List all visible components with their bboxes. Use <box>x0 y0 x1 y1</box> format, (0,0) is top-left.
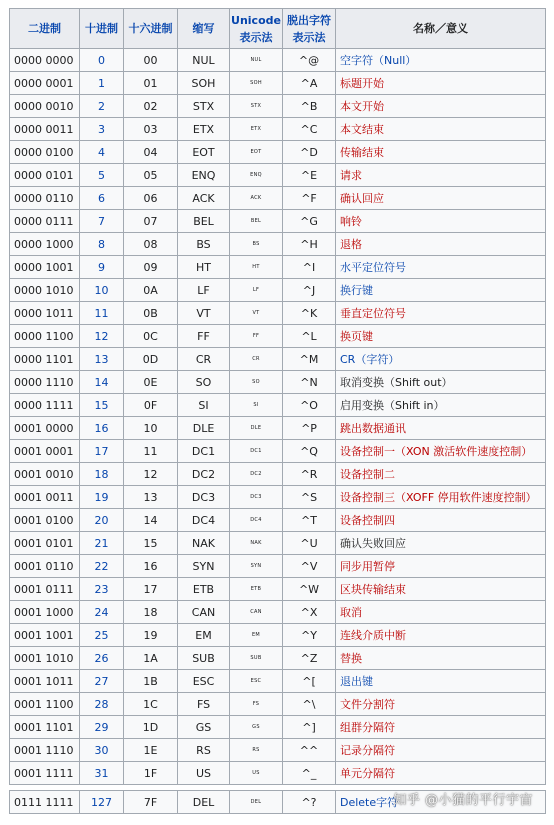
binary-cell: 0001 0001 <box>10 440 80 463</box>
unicode-symbol-cell: SO <box>230 371 283 394</box>
decimal-cell[interactable]: 19 <box>80 486 124 509</box>
col-header-binary[interactable]: 二进制 <box>10 9 80 49</box>
abbr-cell: SUB <box>178 647 230 670</box>
binary-cell: 0000 0011 <box>10 118 80 141</box>
escape-cell: ^D <box>283 141 336 164</box>
binary-cell: 0001 1011 <box>10 670 80 693</box>
meaning-cell[interactable]: 空字符（Null） <box>336 49 546 72</box>
meaning-cell[interactable]: Delete字符 <box>336 791 546 814</box>
meaning-cell[interactable]: 退出键 <box>336 670 546 693</box>
binary-cell: 0001 1001 <box>10 624 80 647</box>
table-row <box>10 141 546 164</box>
escape-cell: ^E <box>283 164 336 187</box>
hex-cell: 06 <box>124 187 178 210</box>
unicode-symbol-cell: STX <box>230 95 283 118</box>
table-row <box>10 693 546 716</box>
table-row <box>10 394 546 417</box>
decimal-cell[interactable]: 9 <box>80 256 124 279</box>
table-row <box>10 670 546 693</box>
table-row <box>10 210 546 233</box>
meaning-cell[interactable]: 连线介质中断 <box>336 624 546 647</box>
hex-cell: 02 <box>124 95 178 118</box>
table-row <box>10 371 546 394</box>
hex-cell: 14 <box>124 509 178 532</box>
unicode-symbol-cell: ENQ <box>230 164 283 187</box>
col-header-escape[interactable] <box>283 9 336 49</box>
unicode-symbol-cell: ACK <box>230 187 283 210</box>
decimal-cell[interactable]: 31 <box>80 762 124 785</box>
decimal-cell[interactable]: 6 <box>80 187 124 210</box>
table-row <box>10 348 546 371</box>
escape-cell: ^C <box>283 118 336 141</box>
meaning-cell[interactable]: 本文结束 <box>336 118 546 141</box>
table-row <box>10 417 546 440</box>
escape-cell: ^@ <box>283 49 336 72</box>
binary-cell: 0000 0110 <box>10 187 80 210</box>
escape-cell: ^Q <box>283 440 336 463</box>
unicode-symbol-cell: FF <box>230 325 283 348</box>
meaning-cell[interactable]: 单元分隔符 <box>336 762 546 785</box>
unicode-symbol-cell: VT <box>230 302 283 325</box>
binary-cell: 0001 1111 <box>10 762 80 785</box>
decimal-cell[interactable]: 17 <box>80 440 124 463</box>
abbr-cell: DC2 <box>178 463 230 486</box>
abbr-cell: LF <box>178 279 230 302</box>
unicode-symbol-cell: BEL <box>230 210 283 233</box>
binary-cell: 0001 0110 <box>10 555 80 578</box>
unicode-symbol-cell: GS <box>230 716 283 739</box>
binary-cell: 0001 1010 <box>10 647 80 670</box>
hex-cell: 17 <box>124 578 178 601</box>
table-row <box>10 256 546 279</box>
abbr-cell: GS <box>178 716 230 739</box>
table-row <box>10 440 546 463</box>
abbr-cell: EOT <box>178 141 230 164</box>
hex-cell: 09 <box>124 256 178 279</box>
escape-cell: ^_ <box>283 762 336 785</box>
binary-cell: 0000 1010 <box>10 279 80 302</box>
decimal-cell[interactable]: 15 <box>80 394 124 417</box>
abbr-cell: NUL <box>178 49 230 72</box>
escape-cell: ^[ <box>283 670 336 693</box>
decimal-cell[interactable]: 28 <box>80 693 124 716</box>
binary-cell: 0001 0011 <box>10 486 80 509</box>
decimal-cell[interactable]: 5 <box>80 164 124 187</box>
meaning-cell[interactable]: 取消 <box>336 601 546 624</box>
binary-cell: 0000 1011 <box>10 302 80 325</box>
binary-cell: 0000 0001 <box>10 72 80 95</box>
unicode-symbol-cell: LF <box>230 279 283 302</box>
table-row <box>10 279 546 302</box>
abbr-cell: RS <box>178 739 230 762</box>
hex-cell: 11 <box>124 440 178 463</box>
hex-cell: 1A <box>124 647 178 670</box>
meaning-cell[interactable]: 响铃 <box>336 210 546 233</box>
unicode-symbol-cell: DLE <box>230 417 283 440</box>
table-row <box>10 95 546 118</box>
abbr-cell: SYN <box>178 555 230 578</box>
meaning-cell: 确认失败回应 <box>336 532 546 555</box>
escape-cell: ^? <box>283 791 336 814</box>
ascii-control-table-container <box>9 8 545 814</box>
decimal-cell[interactable]: 14 <box>80 371 124 394</box>
hex-cell: 0C <box>124 325 178 348</box>
binary-cell: 0000 1101 <box>10 348 80 371</box>
hex-cell: 0F <box>124 394 178 417</box>
hex-cell: 16 <box>124 555 178 578</box>
abbr-cell: CAN <box>178 601 230 624</box>
abbr-cell: EM <box>178 624 230 647</box>
decimal-cell[interactable]: 21 <box>80 532 124 555</box>
col-header-unicode-text: Unicode 表示法 <box>231 13 281 44</box>
abbr-cell: ETB <box>178 578 230 601</box>
decimal-cell[interactable]: 16 <box>80 417 124 440</box>
escape-cell: ^H <box>283 233 336 256</box>
hex-cell: 1F <box>124 762 178 785</box>
unicode-symbol-cell: SI <box>230 394 283 417</box>
binary-cell: 0001 0100 <box>10 509 80 532</box>
decimal-cell[interactable]: 26 <box>80 647 124 670</box>
unicode-symbol-cell: DEL <box>230 791 283 814</box>
unicode-symbol-cell: NUL <box>230 49 283 72</box>
table-row <box>10 601 546 624</box>
col-header-abbr[interactable]: 缩写 <box>178 9 230 49</box>
meaning-cell[interactable]: 替换 <box>336 647 546 670</box>
decimal-cell[interactable]: 23 <box>80 578 124 601</box>
binary-cell: 0111 1111 <box>10 791 80 814</box>
unicode-symbol-cell: NAK <box>230 532 283 555</box>
decimal-cell[interactable]: 22 <box>80 555 124 578</box>
hex-cell: 05 <box>124 164 178 187</box>
escape-cell: ^Y <box>283 624 336 647</box>
hex-cell: 01 <box>124 72 178 95</box>
hex-cell: 0E <box>124 371 178 394</box>
abbr-cell: DC1 <box>178 440 230 463</box>
binary-cell: 0000 0101 <box>10 164 80 187</box>
escape-cell: ^X <box>283 601 336 624</box>
table-row <box>10 762 546 785</box>
binary-cell: 0001 0111 <box>10 578 80 601</box>
unicode-symbol-cell: DC2 <box>230 463 283 486</box>
meaning-cell[interactable]: 跳出数据通讯 <box>336 417 546 440</box>
escape-cell: ^R <box>283 463 336 486</box>
table-row <box>10 118 546 141</box>
binary-cell: 0001 0101 <box>10 532 80 555</box>
table-row <box>10 578 546 601</box>
unicode-symbol-cell: DC3 <box>230 486 283 509</box>
meaning-cell[interactable]: 退格 <box>336 233 546 256</box>
table-row <box>10 325 546 348</box>
binary-cell: 0000 0111 <box>10 210 80 233</box>
unicode-symbol-cell: SOH <box>230 72 283 95</box>
decimal-cell[interactable]: 7 <box>80 210 124 233</box>
decimal-cell[interactable]: 2 <box>80 95 124 118</box>
escape-cell: ^L <box>283 325 336 348</box>
unicode-symbol-cell: ETB <box>230 578 283 601</box>
unicode-symbol-cell: ESC <box>230 670 283 693</box>
unicode-symbol-cell: DC1 <box>230 440 283 463</box>
escape-cell: ^] <box>283 716 336 739</box>
binary-cell: 0000 1001 <box>10 256 80 279</box>
abbr-cell: FS <box>178 693 230 716</box>
hex-cell: 0B <box>124 302 178 325</box>
unicode-symbol-cell: BS <box>230 233 283 256</box>
hex-cell: 1E <box>124 739 178 762</box>
meaning-cell[interactable]: 传输结束 <box>336 141 546 164</box>
escape-cell: ^O <box>283 394 336 417</box>
table-row <box>10 49 546 72</box>
escape-cell: ^J <box>283 279 336 302</box>
hex-cell: 13 <box>124 486 178 509</box>
unicode-symbol-cell: HT <box>230 256 283 279</box>
hex-cell: 1D <box>124 716 178 739</box>
escape-cell: ^A <box>283 72 336 95</box>
meaning-cell[interactable]: 同步用暂停 <box>336 555 546 578</box>
abbr-cell: BEL <box>178 210 230 233</box>
col-header-name: 名称／意义 <box>336 9 546 49</box>
binary-cell: 0000 0010 <box>10 95 80 118</box>
meaning-cell[interactable]: 区块传输结束 <box>336 578 546 601</box>
table-row <box>10 233 546 256</box>
table-row <box>10 739 546 762</box>
col-header-escape-text: 脱出字符 表示法 <box>287 13 331 44</box>
hex-cell: 1B <box>124 670 178 693</box>
hex-cell: 19 <box>124 624 178 647</box>
table-row <box>10 716 546 739</box>
col-header-hex[interactable]: 十六进制 <box>124 9 178 49</box>
unicode-symbol-cell: CR <box>230 348 283 371</box>
decimal-cell[interactable]: 20 <box>80 509 124 532</box>
binary-cell: 0000 1100 <box>10 325 80 348</box>
decimal-cell[interactable]: 27 <box>80 670 124 693</box>
binary-cell: 0000 1110 <box>10 371 80 394</box>
binary-cell: 0000 0100 <box>10 141 80 164</box>
table-row <box>10 555 546 578</box>
decimal-cell[interactable]: 127 <box>80 791 124 814</box>
binary-cell: 0001 1101 <box>10 716 80 739</box>
decimal-cell[interactable]: 25 <box>80 624 124 647</box>
binary-cell: 0001 0000 <box>10 417 80 440</box>
abbr-cell: ENQ <box>178 164 230 187</box>
table-body <box>10 49 546 814</box>
table-row <box>10 509 546 532</box>
table-row <box>10 624 546 647</box>
abbr-cell: VT <box>178 302 230 325</box>
meaning-cell[interactable]: 设备控制二 <box>336 463 546 486</box>
decimal-cell[interactable]: 11 <box>80 302 124 325</box>
hex-cell: 12 <box>124 463 178 486</box>
abbr-cell: FF <box>178 325 230 348</box>
table-row <box>10 486 546 509</box>
abbr-cell: SOH <box>178 72 230 95</box>
hex-cell: 15 <box>124 532 178 555</box>
watermark: 知乎 @小猫的平行宇宙 <box>393 793 533 808</box>
escape-cell: ^B <box>283 95 336 118</box>
meaning-cell[interactable]: 设备控制一（XON 激活软件速度控制） <box>336 440 546 463</box>
meaning-cell[interactable]: 换行键 <box>336 279 546 302</box>
binary-cell: 0001 1000 <box>10 601 80 624</box>
abbr-cell: DC3 <box>178 486 230 509</box>
meaning-cell[interactable]: 设备控制四 <box>336 509 546 532</box>
hex-cell: 0A <box>124 279 178 302</box>
abbr-cell: STX <box>178 95 230 118</box>
table-row <box>10 463 546 486</box>
hex-cell: 1C <box>124 693 178 716</box>
escape-cell: ^T <box>283 509 336 532</box>
hex-cell: 03 <box>124 118 178 141</box>
escape-cell: ^F <box>283 187 336 210</box>
hex-cell: 10 <box>124 417 178 440</box>
decimal-cell[interactable]: 12 <box>80 325 124 348</box>
unicode-symbol-cell: US <box>230 762 283 785</box>
decimal-cell[interactable]: 1 <box>80 72 124 95</box>
meaning-cell[interactable]: 请求 <box>336 164 546 187</box>
hex-cell: 07 <box>124 210 178 233</box>
escape-cell: ^W <box>283 578 336 601</box>
table-row <box>10 302 546 325</box>
abbr-cell: ETX <box>178 118 230 141</box>
decimal-cell[interactable]: 18 <box>80 463 124 486</box>
unicode-symbol-cell: EOT <box>230 141 283 164</box>
table-row <box>10 532 546 555</box>
escape-cell: ^V <box>283 555 336 578</box>
escape-cell: ^K <box>283 302 336 325</box>
meaning-cell[interactable]: 垂直定位符号 <box>336 302 546 325</box>
binary-cell: 0000 0000 <box>10 49 80 72</box>
abbr-cell: ACK <box>178 187 230 210</box>
meaning-cell[interactable]: 水平定位符号 <box>336 256 546 279</box>
abbr-cell: DLE <box>178 417 230 440</box>
meaning-cell[interactable]: 确认回应 <box>336 187 546 210</box>
hex-cell: 0D <box>124 348 178 371</box>
hex-cell: 08 <box>124 233 178 256</box>
col-header-unicode[interactable] <box>230 9 283 49</box>
abbr-cell: DEL <box>178 791 230 814</box>
binary-cell: 0000 1000 <box>10 233 80 256</box>
meaning-cell[interactable]: 记录分隔符 <box>336 739 546 762</box>
hex-cell: 04 <box>124 141 178 164</box>
hex-cell: 7F <box>124 791 178 814</box>
meaning-cell[interactable]: CR（字符） <box>336 348 546 371</box>
table-row <box>10 72 546 95</box>
escape-cell: ^\ <box>283 693 336 716</box>
decimal-cell[interactable]: 0 <box>80 49 124 72</box>
decimal-cell[interactable]: 3 <box>80 118 124 141</box>
escape-cell: ^N <box>283 371 336 394</box>
abbr-cell: ESC <box>178 670 230 693</box>
decimal-cell[interactable]: 8 <box>80 233 124 256</box>
binary-cell: 0001 1100 <box>10 693 80 716</box>
escape-cell: ^G <box>283 210 336 233</box>
abbr-cell: SI <box>178 394 230 417</box>
binary-cell: 0001 1110 <box>10 739 80 762</box>
unicode-symbol-cell: DC4 <box>230 509 283 532</box>
hex-cell: 18 <box>124 601 178 624</box>
decimal-cell[interactable]: 10 <box>80 279 124 302</box>
hex-cell: 00 <box>124 49 178 72</box>
table-row <box>10 647 546 670</box>
decimal-cell[interactable]: 13 <box>80 348 124 371</box>
unicode-symbol-cell: CAN <box>230 601 283 624</box>
unicode-symbol-cell: RS <box>230 739 283 762</box>
meaning-cell[interactable]: 换页键 <box>336 325 546 348</box>
decimal-cell[interactable]: 29 <box>80 716 124 739</box>
decimal-cell[interactable]: 4 <box>80 141 124 164</box>
meaning-cell[interactable]: 标题开始 <box>336 72 546 95</box>
unicode-symbol-cell: SUB <box>230 647 283 670</box>
abbr-cell: BS <box>178 233 230 256</box>
abbr-cell: CR <box>178 348 230 371</box>
unicode-symbol-cell: SYN <box>230 555 283 578</box>
binary-cell: 0001 0010 <box>10 463 80 486</box>
header-row <box>10 9 546 49</box>
table-row <box>10 187 546 210</box>
ascii-control-table <box>9 8 546 814</box>
decimal-cell[interactable]: 30 <box>80 739 124 762</box>
escape-cell: ^I <box>283 256 336 279</box>
binary-cell: 0000 1111 <box>10 394 80 417</box>
col-header-decimal[interactable]: 十进制 <box>80 9 124 49</box>
meaning-cell[interactable]: 文件分割符 <box>336 693 546 716</box>
escape-cell: ^^ <box>283 739 336 762</box>
abbr-cell: HT <box>178 256 230 279</box>
escape-cell: ^S <box>283 486 336 509</box>
table-row <box>10 164 546 187</box>
meaning-cell[interactable]: 本文开始 <box>336 95 546 118</box>
unicode-symbol-cell: ETX <box>230 118 283 141</box>
meaning-cell[interactable]: 设备控制三（XOFF 停用软件速度控制） <box>336 486 546 509</box>
abbr-cell: US <box>178 762 230 785</box>
escape-cell: ^U <box>283 532 336 555</box>
unicode-symbol-cell: EM <box>230 624 283 647</box>
escape-cell: ^Z <box>283 647 336 670</box>
decimal-cell[interactable]: 24 <box>80 601 124 624</box>
abbr-cell: SO <box>178 371 230 394</box>
escape-cell: ^M <box>283 348 336 371</box>
meaning-cell: 启用变换（Shift in） <box>336 394 546 417</box>
meaning-cell[interactable]: 组群分隔符 <box>336 716 546 739</box>
meaning-cell: 取消变换（Shift out） <box>336 371 546 394</box>
escape-cell: ^P <box>283 417 336 440</box>
unicode-symbol-cell: FS <box>230 693 283 716</box>
abbr-cell: NAK <box>178 532 230 555</box>
abbr-cell: DC4 <box>178 509 230 532</box>
